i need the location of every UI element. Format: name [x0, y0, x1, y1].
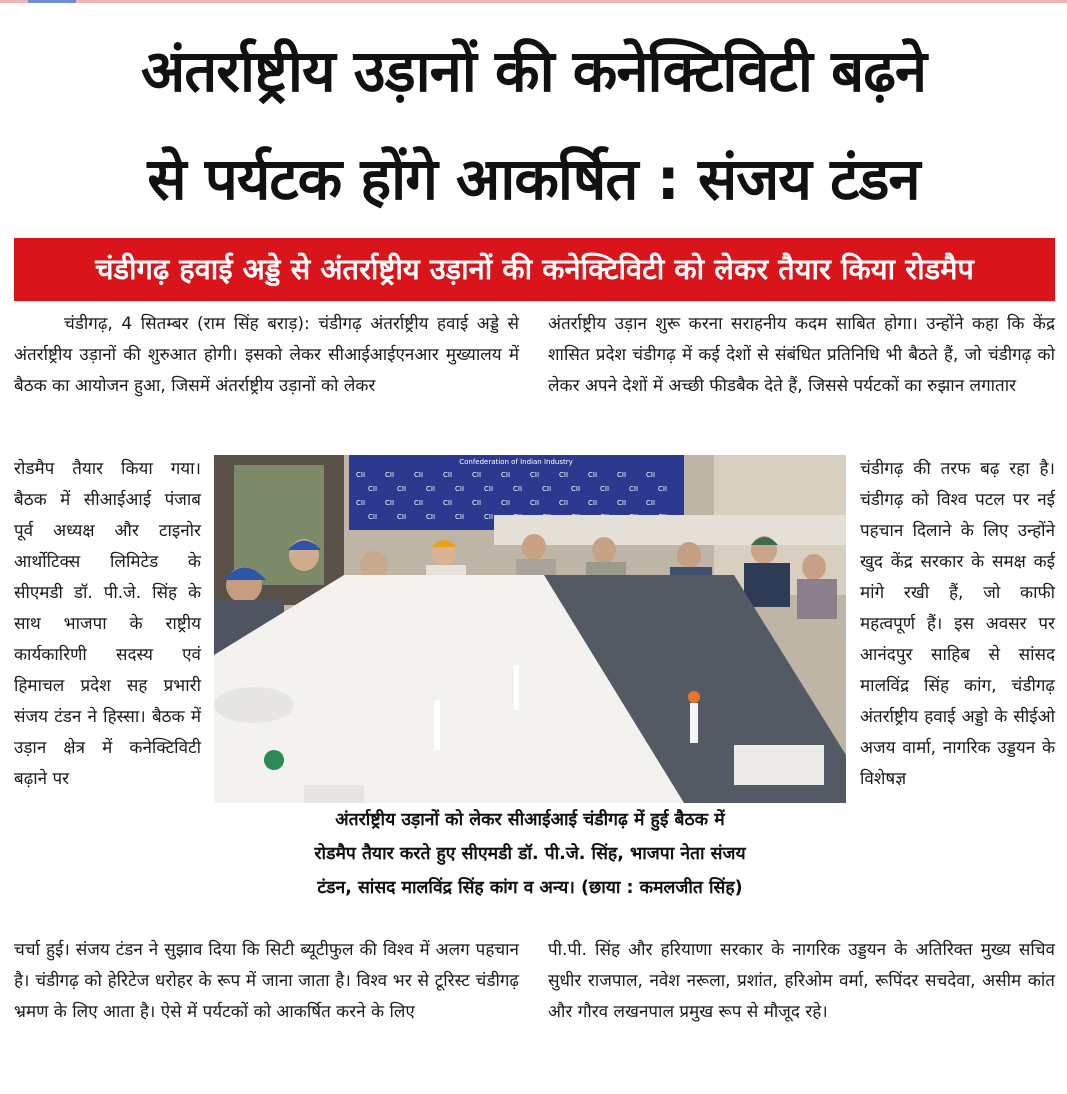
col1-paragraph-bottom: चर्चा हुई। संजय टंडन ने सुझाव दिया कि सिटी ब्यूटीफुल की विश्व में अलग पहचान है। चंडीगढ़ को हेरिटेज धरोहर के रूप में जाना जाता है। विश्व भर से टूरिस्ट चंडीगढ़ भ्रमण के लिए आता है। ऐसे में पर्यटकों को आकर्षित करने के लिए	[14, 940, 519, 1022]
cii-logo-tile: CII	[426, 485, 436, 493]
photo-caption	[214, 803, 846, 905]
cii-logo-tile: CII	[443, 499, 453, 507]
cii-logo-tile: CII	[356, 499, 366, 507]
cii-logo-tile: CII	[484, 485, 494, 493]
cii-logo-tile: CII	[484, 513, 494, 521]
cii-logo-tile: CII	[385, 471, 395, 479]
top-rule-accent	[28, 0, 76, 3]
col2-paragraph-narrow: चंडीगढ़ की तरफ बढ़ रहा है। चंडीगढ़ को विश्व पटल पर नई पहचान दिलाने के लिए उन्होंने खुद केंद्र सरकार के समक्ष कई मांगे रखी हैं, जो काफी महत्वपूर्ण हैं। इस अवसर पर आनंदपुर साहिब से सांसद मालविंद्र सिंह कांग, चंडीगढ़ अंतर्राष्ट्रीय हवाई अड्डो के सीईओ अजय वार्मा, नागरिक उड्डयन के विशेषज्ञ	[860, 459, 1055, 789]
cii-logo-tile: CII	[501, 499, 511, 507]
cii-logo-tile: CII	[472, 499, 482, 507]
cii-logo-tile: CII	[368, 485, 378, 493]
cii-logo-tile: CII	[397, 513, 407, 521]
col2-paragraph-bottom: पी.पी. सिंह और हरियाणा सरकार के नागरिक उड्डयन के अतिरिक्त मुख्य सचिव सुधीर राजपाल, नवेश नरूला, प्रशांत, हरिओम वर्मा, रूपिंदर सचदेवा, असीम कांत और गौरव लखनपाल प्रमुख रूप से मौजूद रहे।	[548, 940, 1055, 1022]
meeting-photo	[214, 455, 846, 803]
banner-text: Confederation of Indian Industry	[459, 458, 573, 466]
cii-logo-tile: CII	[542, 485, 552, 493]
meeting-scene	[214, 455, 846, 803]
cii-logo-tile: CII	[426, 513, 436, 521]
col2-paragraph-top: अंतर्राष्ट्रीय उड़ान शुरू करना सराहनीय कदम साबित होगा। उन्होंने कहा कि केंद्र शासित प्रदेश चंडीगढ़ में कई देशों से संबंधित प्रतिनिधि भी बैठते हैं, जो चंडीगढ़ को लेकर अपने देशों में अच्छी फीडबैक देते हैं, जिससे पर्यटकों का रुझान लगातार	[548, 314, 1055, 396]
cii-logo-tile: CII	[501, 471, 511, 479]
cii-logo-tile: CII	[646, 499, 656, 507]
headline-line-2: से पर्यटक होंगे आकर्षित : संजय टंडन	[147, 145, 920, 213]
caption-line-2: रोडमैप तैयार करते हुए सीएमडी डॉ. पी.जे. सिंह, भाजपा नेता संजय	[314, 844, 746, 864]
cii-logo-tile: CII	[414, 471, 424, 479]
cii-logo-tile: CII	[617, 471, 627, 479]
col1-paragraph-top: चंडीगढ़, 4 सितम्बर (राम सिंह बराड़): चंडीगढ़ अंतर्राष्ट्रीय हवाई अड्डे से अंतर्राष्ट्रीय उड़ानों की शुरुआत होगी। इसको लेकर सीआईआईएनआर मुख्यालय में बैठक का आयोजन हुआ, जिसमें अंतर्राष्ट्रीय उड़ानों को लेकर	[14, 314, 519, 396]
cii-logo-tile: CII	[646, 471, 656, 479]
cii-logo-tile: CII	[530, 471, 540, 479]
cii-logo-tile: CII	[588, 499, 598, 507]
cii-logo-tile: CII	[455, 485, 465, 493]
cii-logo-tile: CII	[356, 471, 366, 479]
cii-logo-tile: CII	[513, 485, 523, 493]
caption-line-3: टंडन, सांसद मालविंद्र सिंह कांग व अन्य। (छाया : कमलजीत सिंह)	[317, 878, 743, 898]
cii-logo-tile: CII	[658, 485, 668, 493]
cii-logo-tile: CII	[472, 471, 482, 479]
cii-logo-tile: CII	[629, 485, 639, 493]
cii-logo-tile: CII	[530, 499, 540, 507]
cii-logo-tile: CII	[385, 499, 395, 507]
cii-logo-tile: CII	[571, 485, 581, 493]
cii-logo-tile: CII	[397, 485, 407, 493]
top-rule	[0, 0, 1067, 3]
sub-headline-strap: चंडीगढ़ हवाई अड्डे से अंतर्राष्ट्रीय उड़ानों की कनेक्टिविटी को लेकर तैयार किया रोडमैप	[14, 238, 1055, 301]
headline-line-1: अंतर्राष्ट्रीय उड़ानों की कनेक्टिविटी बढ़ने	[140, 37, 927, 105]
cii-logo-tile: CII	[414, 499, 424, 507]
caption-line-1: अंतर्राष्ट्रीय उड़ानों को लेकर सीआईआई चंडीगढ़ में हुई बैठक में	[335, 810, 725, 830]
cii-logo-tile: CII	[559, 471, 569, 479]
cii-logo-tile: CII	[368, 513, 378, 521]
cii-logo-tile: CII	[455, 513, 465, 521]
cii-logo-tile: CII	[559, 499, 569, 507]
cii-logo-tile: CII	[617, 499, 627, 507]
col1-paragraph-narrow: रोडमैप तैयार किया गया। बैठक में सीआईआई पंजाब पूर्व अध्यक्ष और टाइनोर आर्थोटिक्स लिमिटेड के सीएमडी डॉ. पी.जे. सिंह के साथ भाजपा के राष्ट्रीय कार्यकारिणी सदस्य एवं हिमाचल प्रदेश सह प्रभारी संजय टंडन ने हिस्सा। बैठक में उड़ान क्षेत्र में कनेक्टिविटी बढ़ाने पर	[14, 459, 201, 789]
cii-logo-tile: CII	[443, 471, 453, 479]
cii-logo-tile: CII	[588, 471, 598, 479]
cii-logo-tile: CII	[600, 485, 610, 493]
